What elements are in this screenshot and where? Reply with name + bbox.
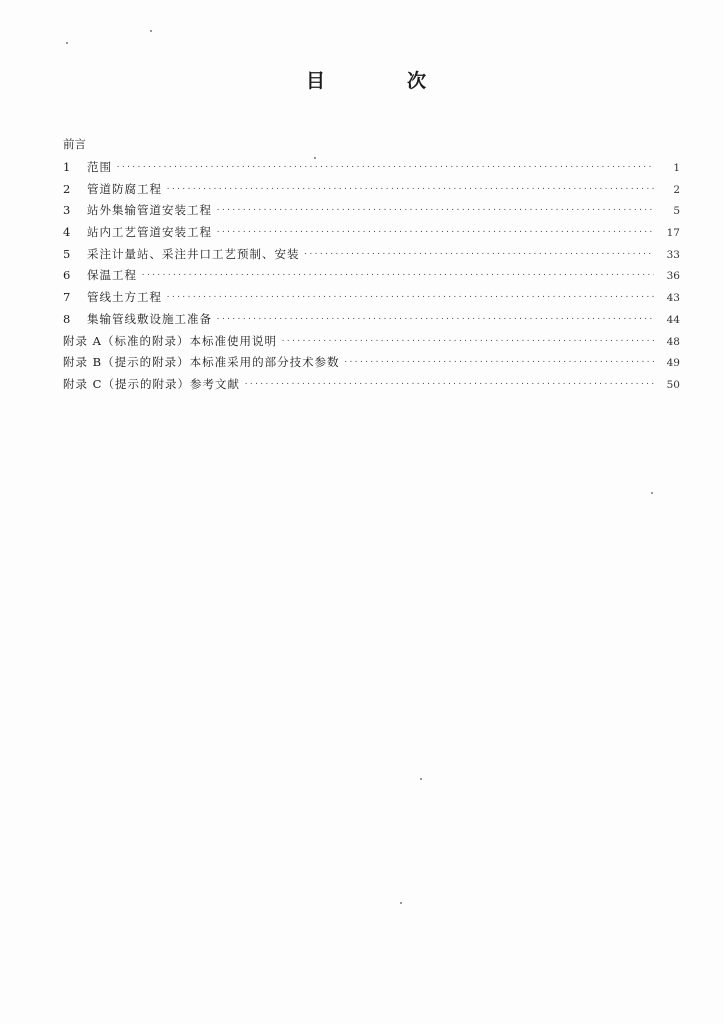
dot-leader — [216, 309, 654, 331]
toc-entry-label: 保温工程 — [87, 268, 137, 283]
toc-entry-number: 4 — [63, 225, 71, 240]
toc-title-char-1: 目 — [306, 70, 326, 92]
toc-appendix-entry — [63, 331, 680, 353]
toc-entry-page: 5 — [673, 205, 680, 218]
toc-entry — [63, 287, 680, 309]
toc-entry — [63, 265, 680, 287]
toc-entry-page: 2 — [673, 183, 680, 196]
toc-entry-number: 5 — [63, 246, 71, 261]
toc-entry-page: 1 — [673, 162, 680, 174]
toc-title-char-2: 次 — [406, 70, 426, 92]
toc-entry-label: 附录 A（标准的附录）本标准使用说明 — [63, 333, 277, 348]
scan-speck — [314, 157, 316, 159]
toc-entry-page: 44 — [666, 313, 680, 326]
toc-entry-label: 管道防腐工程 — [87, 181, 162, 196]
toc-entry-label: 附录 C（提示的附录）参考文献 — [63, 376, 240, 391]
toc-entry-page: 33 — [666, 248, 680, 261]
toc-entry-label: 站外集输管道安装工程 — [87, 203, 212, 218]
scan-speck — [420, 778, 422, 780]
toc-entry-page: 48 — [666, 335, 680, 348]
toc-entry — [63, 179, 680, 201]
toc-entry-number: 7 — [63, 290, 71, 305]
toc-entry-page: 43 — [666, 292, 680, 305]
toc-entry-number: 1 — [63, 160, 71, 174]
toc-entry — [63, 309, 680, 331]
toc-entry-page: 49 — [666, 357, 680, 370]
toc-entry — [63, 157, 680, 179]
toc-entry-number: 2 — [63, 181, 71, 196]
dot-leader — [216, 200, 654, 222]
dot-leader — [281, 331, 654, 353]
toc-entry — [63, 200, 680, 222]
toc-preface: 前言 — [63, 137, 86, 151]
toc-entry-number: 6 — [63, 268, 71, 283]
toc-entry-number: 8 — [63, 311, 71, 326]
toc-entry-number: 3 — [63, 203, 71, 218]
dot-leader — [344, 352, 654, 374]
toc-appendix-entry — [63, 374, 680, 396]
scan-speck — [400, 902, 402, 904]
toc-entry-label: 管线土方工程 — [87, 290, 162, 305]
dot-leader — [166, 179, 654, 201]
toc-entry — [63, 244, 680, 266]
dot-leader — [166, 287, 654, 309]
dot-leader — [244, 374, 654, 396]
scan-speck — [150, 30, 152, 32]
scan-speck — [651, 492, 653, 494]
toc-entry-label: 范围 — [87, 160, 112, 174]
scan-speck — [66, 42, 68, 44]
toc-appendix-entry — [63, 352, 680, 374]
dot-leader — [141, 265, 654, 287]
toc-entry-page: 17 — [666, 227, 680, 240]
dot-leader — [216, 222, 654, 244]
dot-leader — [304, 244, 655, 266]
toc-entry-label: 站内工艺管道安装工程 — [87, 225, 212, 240]
toc-entry-label: 采注计量站、采注井口工艺预制、安装 — [87, 246, 300, 261]
dot-leader — [116, 157, 654, 179]
toc-title — [306, 66, 426, 93]
toc-entry-page: 36 — [666, 270, 680, 283]
toc-entry-label: 附录 B（提示的附录）本标准采用的部分技术参数 — [63, 355, 340, 370]
toc-entry — [63, 222, 680, 244]
toc-entry-page: 50 — [666, 378, 680, 391]
toc-entry-label: 集输管线敷设施工准备 — [87, 311, 212, 326]
table-of-contents — [63, 136, 680, 396]
